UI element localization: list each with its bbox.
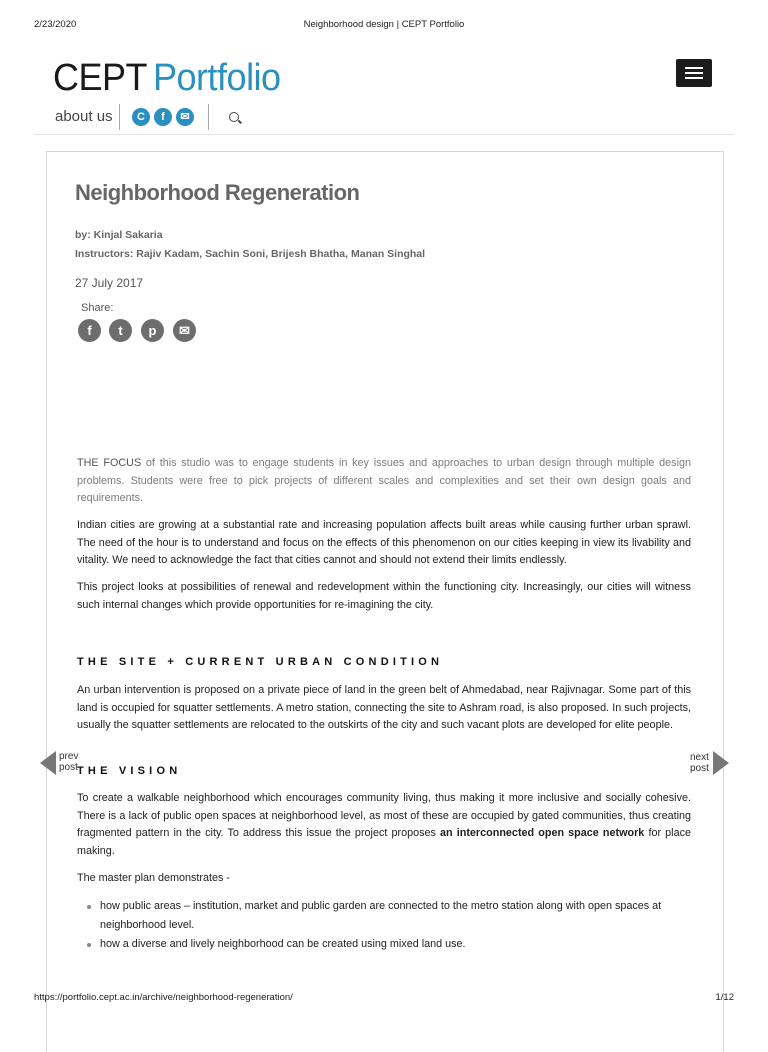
vision-text-a: To create a walkable neighborhood which encourages community living, thus making it more inclusive and socially cohesive. There is a lack of public open spaces at neighborhood level, as most of these are occupied by gated communities, thus creating fragmented pattern in the city. To address this issue the project proposes [77, 792, 691, 839]
paragraph-intro: Indian cities are growing at a substantial rate and increasing population affects built areas while causing further urban sprawl. The need of the hour is to understand and focus on the effects of this phenomenon on our cities keeping in view its livability and vitality. We need to acknowledge the fact that cities cannot and should not extend their limits endlessly. [77, 519, 691, 566]
menu-line [685, 77, 703, 79]
site-logo[interactable] [53, 54, 281, 99]
focus-text: of this studio was to engage students in key issues and approaches to urban design through multiple design problems. Students were free to pick projects of different scales and complexities and set their own design goals and requirements. [77, 457, 691, 504]
share-pinterest-icon[interactable]: p [141, 319, 164, 342]
hamburger-menu-button[interactable] [676, 59, 712, 87]
list-item: how public areas – institution, market and public garden are connected to the metro station along with open spaces at neighborhood level. [100, 897, 692, 935]
search-icon[interactable] [229, 112, 239, 122]
print-url: https://portfolio.cept.ac.in/archive/neighborhood-regeneration/ [34, 992, 293, 1003]
share-facebook-icon[interactable]: f [78, 319, 101, 342]
masterplan-list [100, 897, 692, 954]
next-arrow-icon[interactable] [713, 751, 729, 775]
next-post-link[interactable] [690, 752, 709, 774]
menu-line [685, 67, 703, 69]
section-heading-site: THE SITE + CURRENT URBAN CONDITION [77, 656, 444, 668]
article-title: Neighborhood Regeneration [75, 180, 360, 205]
divider [208, 104, 209, 130]
logo-portfolio: Portfolio [153, 54, 281, 99]
paragraph-renewal: This project looks at possibilities of renewal and redevelopment within the functioning city. Increasingly, our cities will witness such internal changes which provide opportunities for re-imagining the city. [77, 581, 691, 611]
divider [119, 104, 120, 130]
prev-post-link[interactable] [59, 751, 78, 773]
cept-circle-icon[interactable]: C [132, 108, 150, 126]
share-label: Share: [81, 302, 114, 314]
article-date: 27 July 2017 [75, 276, 144, 290]
prev-arrow-icon[interactable] [40, 751, 56, 775]
print-page-title: Neighborhood design | CEPT Portfolio [303, 19, 465, 30]
vision-text-c: for place making. [77, 827, 691, 857]
print-page-number: 1/12 [715, 992, 734, 1003]
section-heading-vision: THE VISION [77, 765, 182, 777]
paragraph-masterplan: The master plan demonstrates - [77, 872, 231, 884]
facebook-icon[interactable]: f [154, 108, 172, 126]
logo-cept: CEPT [53, 54, 148, 99]
share-twitter-icon[interactable]: t [109, 319, 132, 342]
article-instructors: Instructors: Rajiv Kadam, Sachin Soni, Brijesh Bhatha, Manan Singhal [75, 248, 426, 260]
focus-paragraph [77, 455, 691, 508]
header-divider [34, 134, 734, 135]
paragraph-site: An urban intervention is proposed on a private piece of land in the green belt of Ahmedabad, near Rajivnagar. Some part of this land is occupied for squatter settlements. A metro station, connecting the site to Ashram road, is also proposed. In such projects, usually the squatter settlements are relocated to the outskirts of the city and such vacant plots are developed for elite people. [77, 684, 691, 731]
mail-icon[interactable]: ✉ [176, 108, 194, 126]
share-email-icon[interactable]: ✉ [173, 319, 196, 342]
print-date: 2/23/2020 [34, 19, 77, 30]
about-us-link[interactable]: about us [55, 108, 113, 125]
vision-emphasis: an interconnected open space network [440, 827, 645, 839]
print-header [0, 0, 768, 30]
prev-label-2: post [59, 762, 78, 773]
next-label-1: next [690, 752, 709, 763]
menu-line [685, 72, 703, 74]
focus-lead: THE FOCUS [77, 457, 142, 469]
paragraph-vision [77, 790, 691, 860]
next-label-2: post [690, 763, 709, 774]
prev-label-1: prev [59, 751, 79, 762]
article-author: by: Kinjal Sakaria [75, 229, 163, 241]
list-item: how a diverse and lively neighborhood can be created using mixed land use. [100, 935, 692, 954]
